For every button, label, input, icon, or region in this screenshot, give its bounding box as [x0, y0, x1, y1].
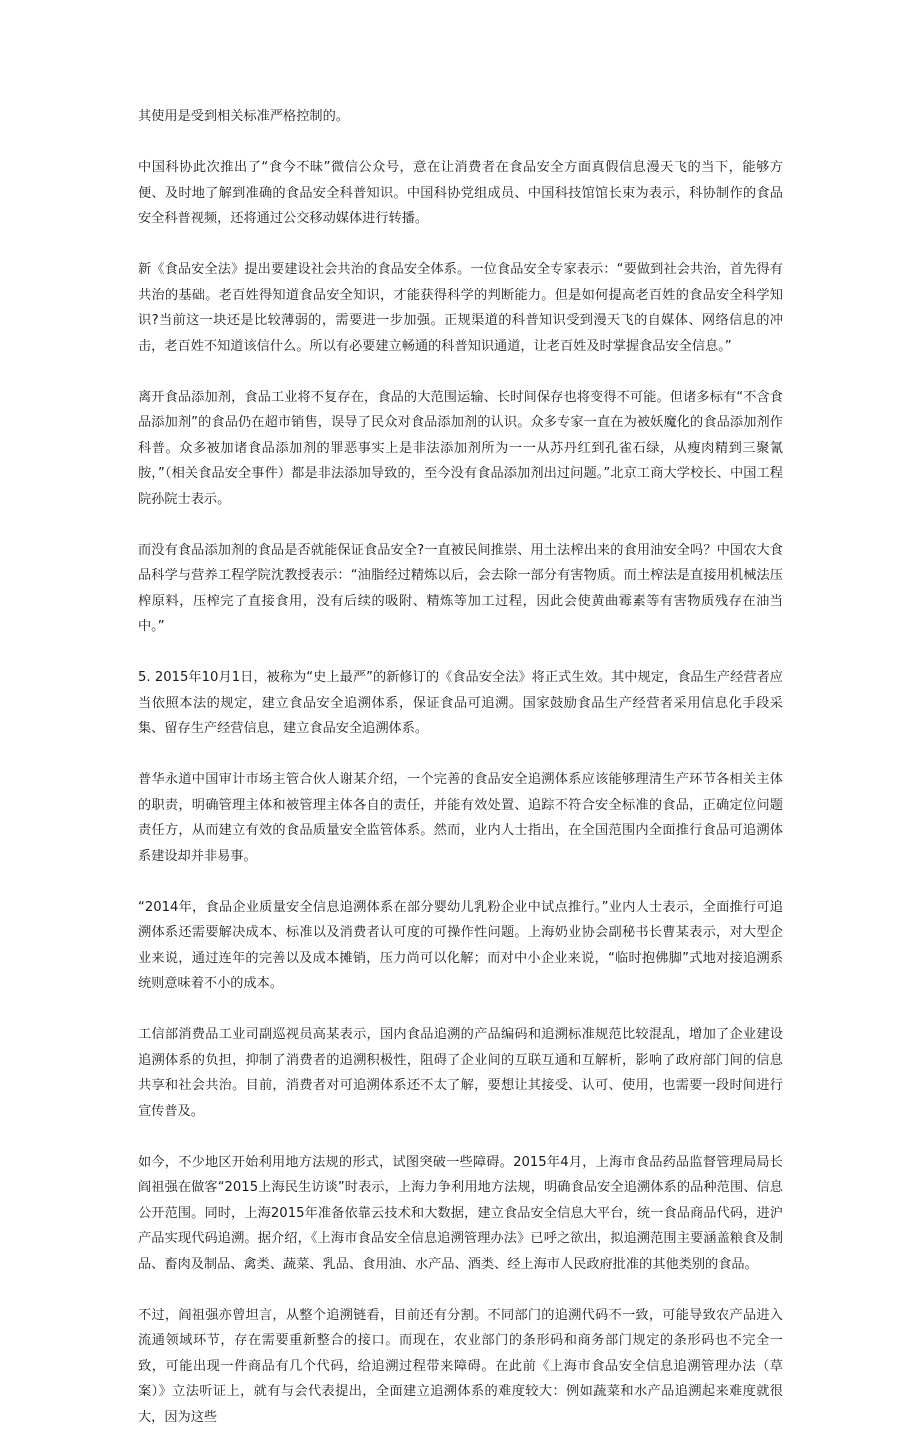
document-page: [138, 104, 783, 1456]
paragraph-5: 而没有食品添加剂的食品是否就能保证食品安全?一直被民间推崇、用土法榨出来的食用油安全吗？中国农大食品科学与营养工程学院沈教授表示：“油脂经过精炼以后，会去除一部分有害物质。而土榨法是直接用机械法压榨原料，压榨完了直接食用，没有后续的吸附、精炼等加工过程，因此会使黄曲霉素等有害物质残存在油当中。”: [138, 542, 783, 634]
paragraph-11: 不过，阎祖强亦曾坦言，从整个追溯链看，目前还有分割。不同部门的追溯代码不一致，可能导致农产品进入流通领域环节，存在需要重新整合的接口。而现在，农业部门的条形码和商务部门规定的条形码也不完全一致，可能出现一件商品有几个代码，给追溯过程带来障碍。在此前《上海市食品安全信息追溯管理办法（草案）》立法听证上，就有与会代表提出，全面建立追溯体系的难度较大：例如蔬菜和水产品追溯起来难度就很大，因为这些: [138, 1307, 783, 1425]
paragraph-8: “2014年，食品企业质量安全信息追溯体系在部分婴幼儿乳粉企业中试点推行。”业内人士表示，全面推行可追溯体系还需要解决成本、标准以及消费者认可度的可操作性问题。上海奶业协会副秘书长曹某表示，对大型企业来说，通过连年的完善以及成本摊销，压力尚可以化解；而对中小企业来说，“临时抱佛脚”式地对接追溯系统则意味着不小的成本。: [138, 899, 783, 991]
paragraph-3: 新《食品安全法》提出要建设社会共治的食品安全体系。一位食品安全专家表示：“要做到社会共治，首先得有共治的基础。老百姓得知道食品安全知识，才能获得科学的判断能力。但是如何提高老百姓的食品安全科学知识?当前这一块还是比较薄弱的，需要进一步加强。正规渠道的科普知识受到漫天飞的自媒体、网络信息的冲击，老百姓不知道该信什么。所以有必要建立畅通的科普知识通道，让老百姓及时掌握食品安全信息。”: [138, 262, 783, 354]
paragraph-6: 5. 2015年10月1日，被称为“史上最严”的新修订的《食品安全法》将正式生效。其中规定，食品生产经营者应当依照本法的规定，建立食品安全追溯体系，保证食品可追溯。国家鼓励食品生产经营者采用信息化手段采集、留存生产经营信息，建立食品安全追溯体系。: [138, 670, 783, 736]
paragraph-2: 中国科协此次推出了“食今不昧”微信公众号，意在让消费者在食品安全方面真假信息漫天飞的当下，能够方便、及时地了解到准确的食品安全科普知识。中国科协党组成员、中国科技馆馆长束为表示，科协制作的食品安全科普视频，还将通过公交移动媒体进行转播。: [138, 160, 783, 226]
paragraph-10: 如今，不少地区开始利用地方法规的形式，试图突破一些障碍。2015年4月，上海市食品药品监督管理局局长阎祖强在做客“2015上海民生访谈”时表示，上海力争利用地方法规，明确食品安全追溯体系的品种范围、信息公开范围。同时，上海2015年准备依靠云技术和大数据，建立食品安全信息大平台，统一食品商品代码，进沪产品实现代码追溯。据介绍，《上海市食品安全信息追溯管理办法》已呼之欲出，拟追溯范围主要涵盖粮食及制品、畜肉及制品、禽类、蔬菜、乳品、食用油、水产品、酒类、经上海市人民政府批准的其他类别的食品。: [138, 1154, 783, 1272]
paragraph-1: 其使用是受到相关标准严格控制的。: [138, 109, 349, 124]
paragraph-7: 普华永道中国审计市场主管合伙人谢某介绍，一个完善的食品安全追溯体系应该能够理清生产环节各相关主体的职责，明确管理主体和被管理主体各自的责任，并能有效处置、追踪不符合安全标准的食品，正确定位问题责任方，从而建立有效的食品质量安全监管体系。然而，业内人士指出，在全国范围内全面推行食品可追溯体系建设却并非易事。: [138, 772, 783, 864]
paragraph-4: 离开食品添加剂，食品工业将不复存在，食品的大范围运输、长时间保存也将变得不可能。但诸多标有“不含食品添加剂”的食品仍在超市销售，误导了民众对食品添加剂的认识。众多专家一直在为被妖魔化的食品添加剂作科普。众多被加诸食品添加剂的罪恶事实上是非法添加剂所为一一从苏丹红到孔雀石绿，从瘦肉精到三聚氰胺，”（相关食品安全事件）都是非法添加导致的，至今没有食品添加剂出过问题。”北京工商大学校长、中国工程院孙院士表示。: [138, 389, 783, 507]
paragraph-9: 工信部消费品工业司副巡视员高某表示，国内食品追溯的产品编码和追溯标准规范比较混乱，增加了企业建设追溯体系的负担，抑制了消费者的追溯积极性，阻碍了企业间的互联互通和互解析，影响了政府部门间的信息共享和社会共治。目前，消费者对可追溯体系还不太了解，要想让其接受、认可、使用，也需要一段时间进行宣传普及。: [138, 1027, 783, 1119]
